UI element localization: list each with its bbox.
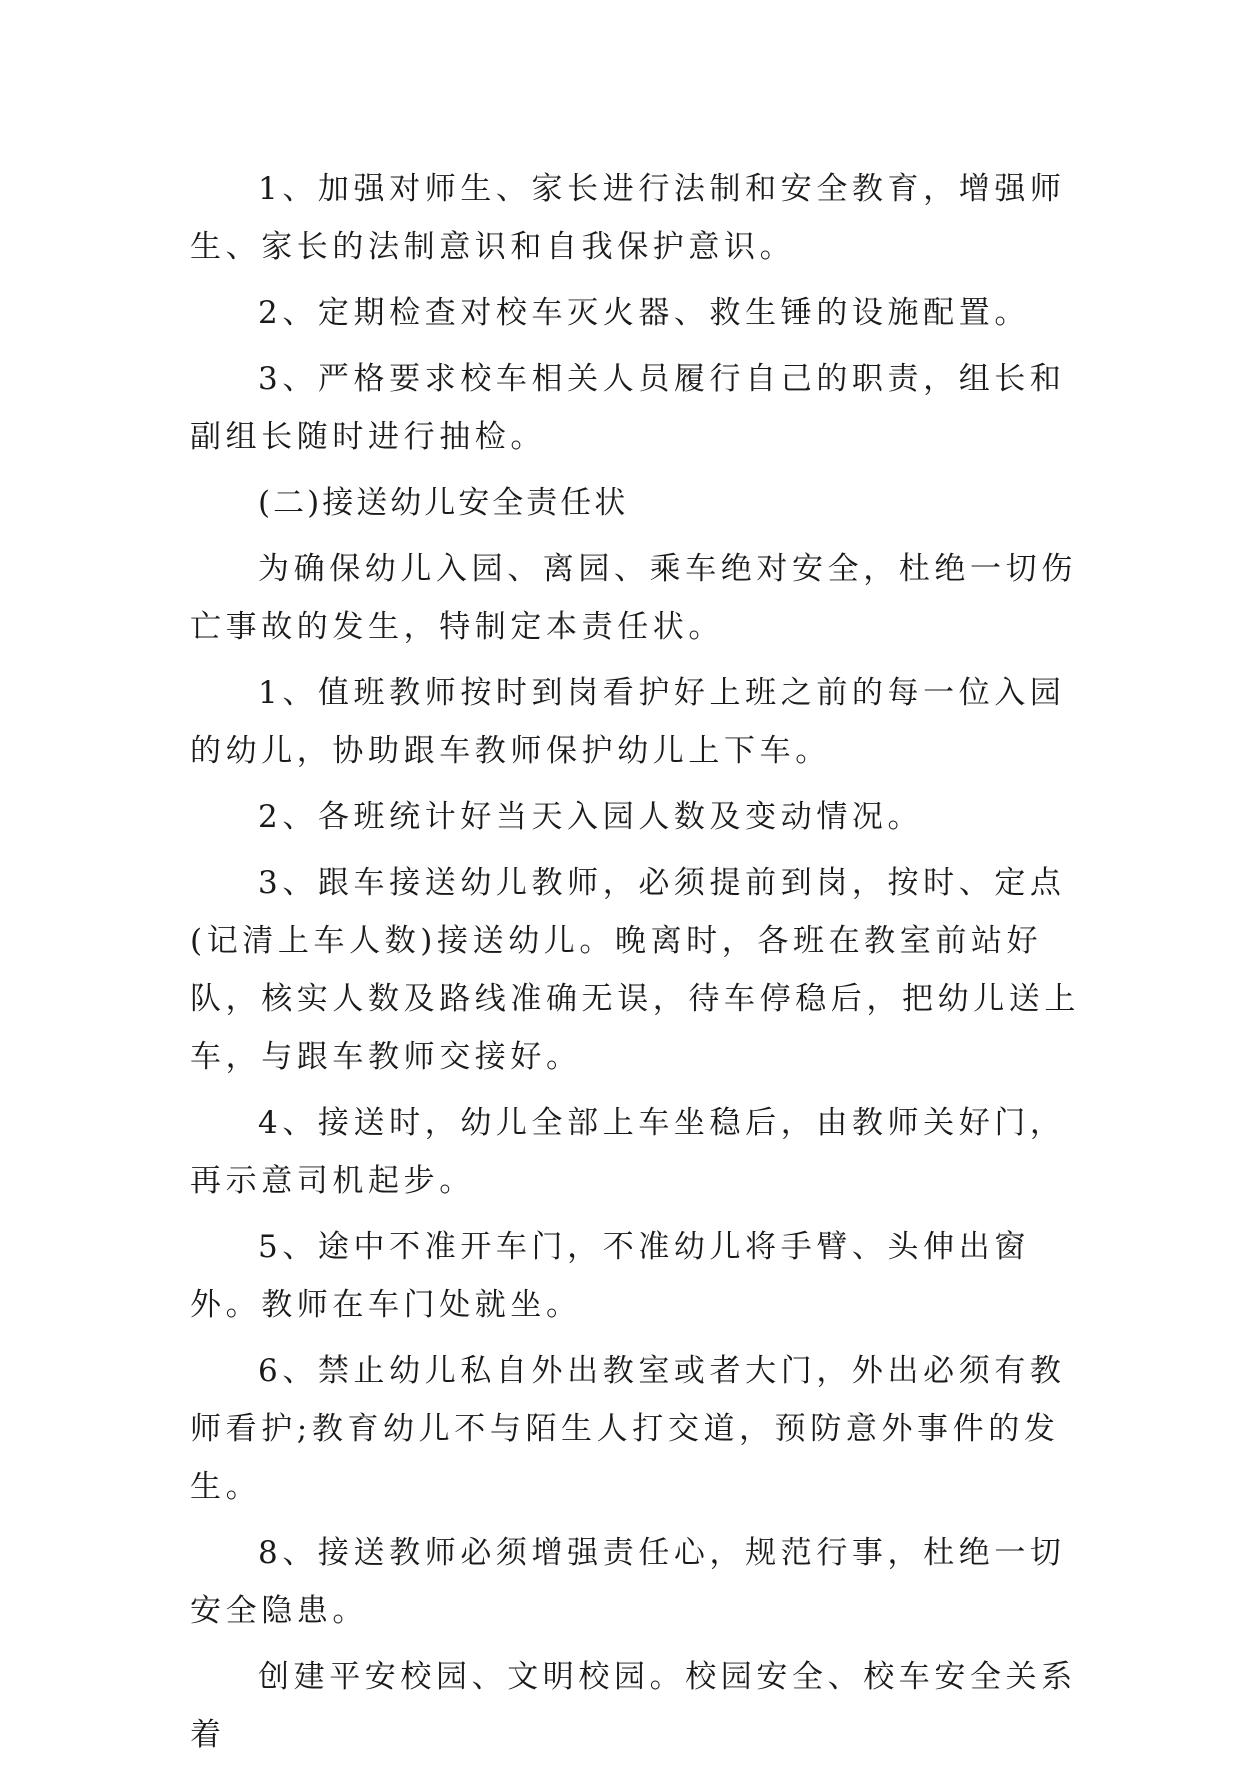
paragraph-rule-8: 8、接送教师必须增强责任心，规范行事，杜绝一切安全隐患。 — [190, 1535, 1066, 1629]
paragraph-rule-3: 3、跟车接送幼儿教师，必须提前到岗，按时、定点(记清上车人数)接送幼儿。晚离时，各班在教室前站好队，核实人数及路线准确无误，待车停稳后，把幼儿送上车，与跟车教师交接好。 — [190, 865, 1080, 1075]
section-heading: (二)接送幼儿安全责任状 — [258, 485, 629, 521]
paragraph-rule-5: 5、途中不准开车门，不准幼儿将手臂、头伸出窗外。教师在车门处就坐。 — [190, 1229, 1030, 1323]
paragraph-3: 3、严格要求校车相关人员履行自己的职责，组长和副组长随时进行抽检。 — [190, 361, 1066, 455]
paragraph-intro: 为确保幼儿入园、离园、乘车绝对安全，杜绝一切伤亡事故的发生，特制定本责任状。 — [190, 551, 1077, 645]
paragraph-2: 2、定期检查对校车灭火器、救生锤的设施配置。 — [258, 295, 1030, 331]
paragraph-rule-1: 1、值班教师按时到岗看护好上班之前的每一位入园的幼儿，协助跟车教师保护幼儿上下车。 — [190, 675, 1066, 769]
paragraph-closing: 创建平安校园、文明校园。校园安全、校车安全关系着 — [190, 1659, 1077, 1753]
paragraph-rule-4: 4、接送时，幼儿全部上车坐稳后，由教师关好门，再示意司机起步。 — [190, 1105, 1066, 1199]
paragraph-rule-6: 6、禁止幼儿私自外出教室或者大门，外出必须有教师看护;教育幼儿不与陌生人打交道，预防意外事件的发生。 — [190, 1353, 1066, 1505]
paragraph-rule-2: 2、各班统计好当天入园人数及变动情况。 — [258, 799, 924, 835]
document-body — [190, 160, 1090, 1772]
paragraph-1: 1、加强对师生、家长进行法制和安全教育，增强师生、家长的法制意识和自我保护意识。 — [190, 171, 1066, 265]
